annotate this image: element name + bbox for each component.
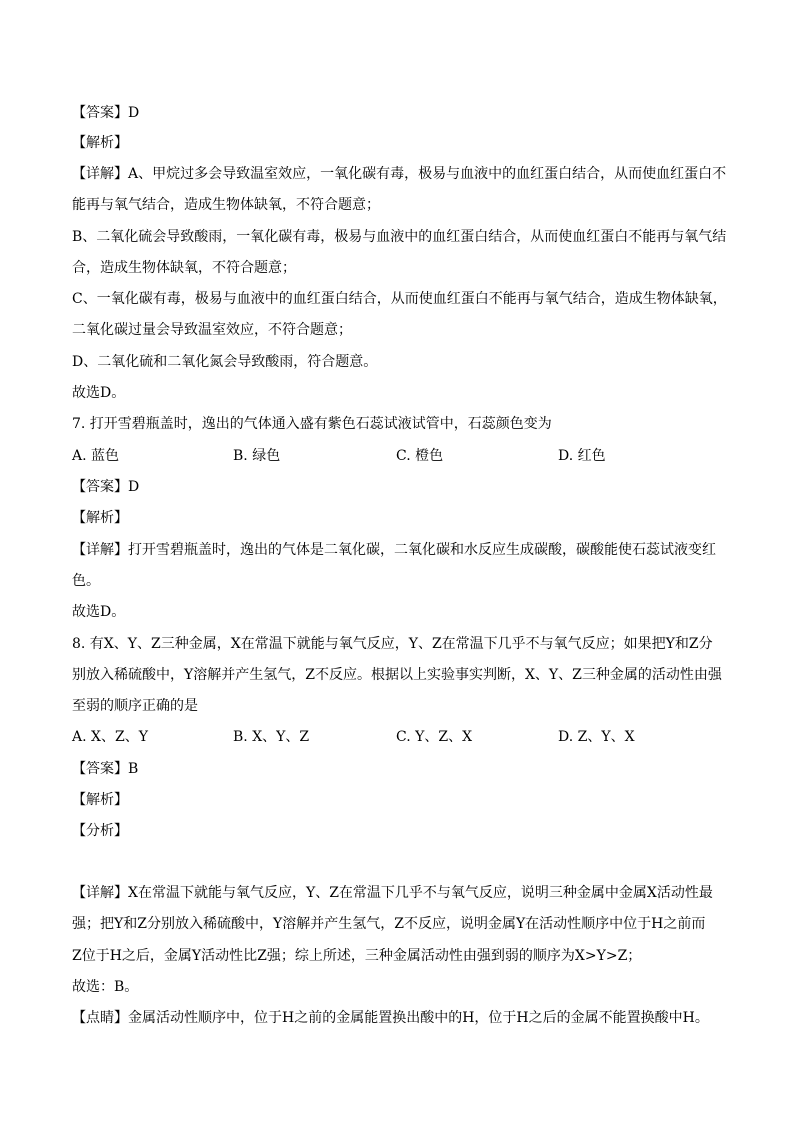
q8-answer: 【答案】B [72,761,139,777]
q8-detail-line: Z位于H之后，金属Y活动性比Z强；综上所述，三种金属活动性由强到弱的顺序为X>Y>Z； [72,948,642,964]
q8-analysis-heading: 【解析】 [72,792,128,808]
q8-detail-line: 强；把Y和Z分别放入稀硫酸中，Y溶解并产生氢气，Z不反应，说明金属Y在活动性顺序中位于H之前而 [72,916,706,932]
q6-detail-line: C、一氧化碳有毒，极易与血液中的血红蛋白结合，从而使血红蛋白不能再与氧气结合，造成生物体缺氧， [72,291,727,307]
q6-detail-line: B、二氧化硫会导致酸雨，一氧化碳有毒，极易与血液中的血红蛋白结合，从而使血红蛋白不能再与氧气结 [72,229,727,245]
q6-conclusion: 故选D。 [72,385,126,401]
q8-option-a: A. X、Z、Y [72,729,148,745]
q8-stem-line: 至弱的顺序正确的是 [72,698,198,714]
q8-key-point: 【点睛】金属活动性顺序中，位于H之前的金属能置换出酸中的H，位于H之后的金属不能置换酸中H。 [72,1010,709,1026]
q7-answer: 【答案】D [72,479,140,495]
q8-stem-line: 别放入稀硫酸中，Y溶解并产生氢气，Z不反应。根据以上实验事实判断，X、Y、Z三种金属的活动性由强 [72,667,722,683]
q6-detail-line: 合，造成生物体缺氧，不符合题意； [72,260,296,276]
q6-detail-line: 二氧化碳过量会导致温室效应，不符合题意； [72,322,352,338]
q8-option-b: B. X、Y、Z [233,729,310,745]
q7-option-c: C. 橙色 [396,448,444,464]
q6-detail-line: 【详解】A、甲烷过多会导致温室效应，一氧化碳有毒，极易与血液中的血红蛋白结合，从而使血红蛋白不 [72,166,727,182]
q6-detail-line: D、二氧化硫和二氧化氮会导致酸雨，符合题意。 [72,354,378,370]
q7-stem: 7. 打开雪碧瓶盖时，逸出的气体通入盛有紫色石蕊试液试管中，石蕊颜色变为 [72,416,552,432]
q7-detail-line: 色。 [72,573,100,589]
q8-analysis-sub-heading: 【分析】 [72,823,128,839]
q7-option-b: B. 绿色 [233,448,281,464]
q8-detail-line: 【详解】X在常温下就能与氧气反应，Y、Z在常温下几乎不与氧气反应，说明三种金属中金属X活动性最 [72,885,713,901]
q6-analysis-heading: 【解析】 [72,135,128,151]
q7-option-a: A. 蓝色 [72,448,120,464]
q8-option-d: D. Z、Y、X [558,729,635,745]
q7-option-d: D. 红色 [558,448,606,464]
q7-analysis-heading: 【解析】 [72,510,128,526]
q6-answer: 【答案】D [72,105,140,121]
q8-conclusion: 故选：B。 [72,979,139,995]
q7-conclusion: 故选D。 [72,604,126,620]
q8-option-c: C. Y、Z、X [396,729,473,745]
q6-detail-line: 能再与氧气结合，造成生物体缺氧，不符合题意； [72,197,380,213]
q7-detail-line: 【详解】打开雪碧瓶盖时，逸出的气体是二氧化碳，二氧化碳和水反应生成碳酸，碳酸能使石蕊试液变红 [72,542,716,558]
q8-stem-line: 8. 有X、Y、Z三种金属，X在常温下就能与氧气反应，Y、Z在常温下几乎不与氧气反应；如果把Y和Z分 [72,636,713,652]
